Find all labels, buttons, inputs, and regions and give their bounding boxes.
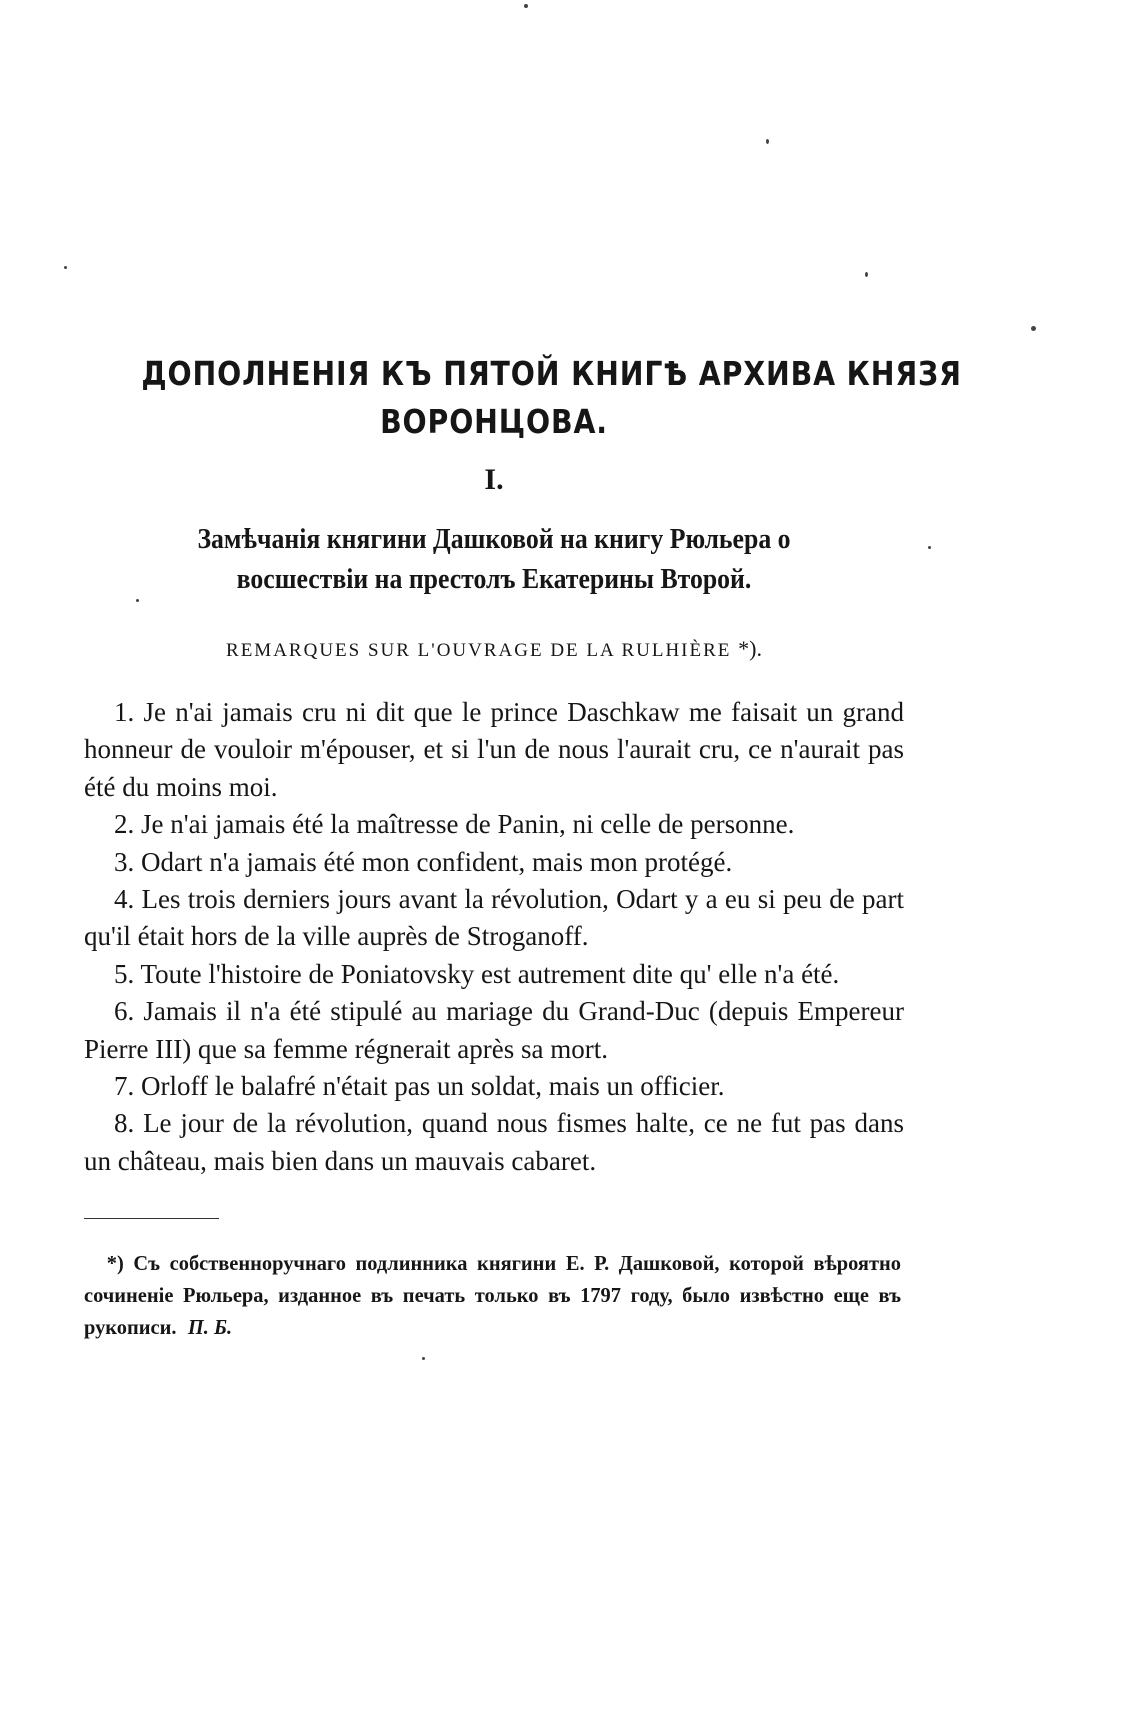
remark-item: 6. Jamais il n'a été stipulé au mariage du Grand-Duc (depuis Empereur Pierre III) que sa femme régnerait après sa mort. xyxy=(84,996,904,1064)
scan-speck xyxy=(928,546,931,549)
page-title xyxy=(141,350,962,446)
remarks-heading xyxy=(84,634,904,666)
footnote-marker: *). xyxy=(738,636,762,661)
remark-item: 7. Orloff le balafré n'était pas un soldat, mais un officier. xyxy=(114,1071,725,1102)
page-title-line-2: ВОРОНЦОВА. xyxy=(380,402,608,441)
scan-speck xyxy=(1031,326,1036,331)
remark-item: 4. Les trois derniers jours avant la révolution, Odart y a eu si peu de part qu'il était hors de la ville auprès de Stroganoff. xyxy=(84,884,904,952)
section-title-line-2: восшествіи на престолъ Екатерины Второй. xyxy=(236,564,752,595)
footnote-divider xyxy=(84,1218,219,1219)
section-title xyxy=(117,520,871,600)
scan-speck xyxy=(766,139,769,144)
scan-speck xyxy=(524,4,528,8)
remark-item: 2. Je n'ai jamais été la maîtresse de Panin, ni celle de personne. xyxy=(114,809,795,840)
remark-item: 1. Je n'ai jamais cru ni dit que le prince Daschkaw me faisait un grand honneur de vouloir m'épouser, et si l'un de nous l'aurait cru, ce n'aurait pas été du moins moi. xyxy=(84,697,904,802)
page-title-line-1: ДОПОЛНЕНІЯ КЪ ПЯТОЙ КНИГѢ АРХИВА КНЯЗЯ xyxy=(141,354,962,393)
section-title-line-1: Замѣчанія княгини Дашковой на книгу Рюльера о xyxy=(197,524,791,555)
scan-speck xyxy=(422,1357,425,1360)
section-number: I. xyxy=(484,463,504,496)
remark-item: 5. Toute l'histoire de Poniatovsky est autrement dite qu' elle n'a été. xyxy=(114,958,840,989)
scan-speck xyxy=(64,266,67,269)
scan-speck xyxy=(865,272,868,277)
footnote-signature: П. Б. xyxy=(187,1315,233,1340)
text-column xyxy=(84,350,962,1343)
remark-item: 3. Odart n'a jamais été mon confident, mais mon protégé. xyxy=(114,846,733,877)
remarks-list xyxy=(84,694,904,1180)
footnote xyxy=(84,1247,901,1343)
remarks-heading-text: REMARQUES SUR L'OUVRAGE DE LA RULHIÈRE xyxy=(226,640,739,661)
footnote-text: *) Съ собственноручнаго подлинника княгини Е. Р. Дашковой, которой вѣроятно сочиненіе Рюльера, изданное въ печать только въ 1797 году, было извѣстно еще въ рукописи. xyxy=(84,1251,902,1340)
remark-item: 8. Le jour de la révolution, quand nous fismes halte, ce ne fut pas dans un château, mais bien dans un mauvais cabaret. xyxy=(84,1108,904,1176)
